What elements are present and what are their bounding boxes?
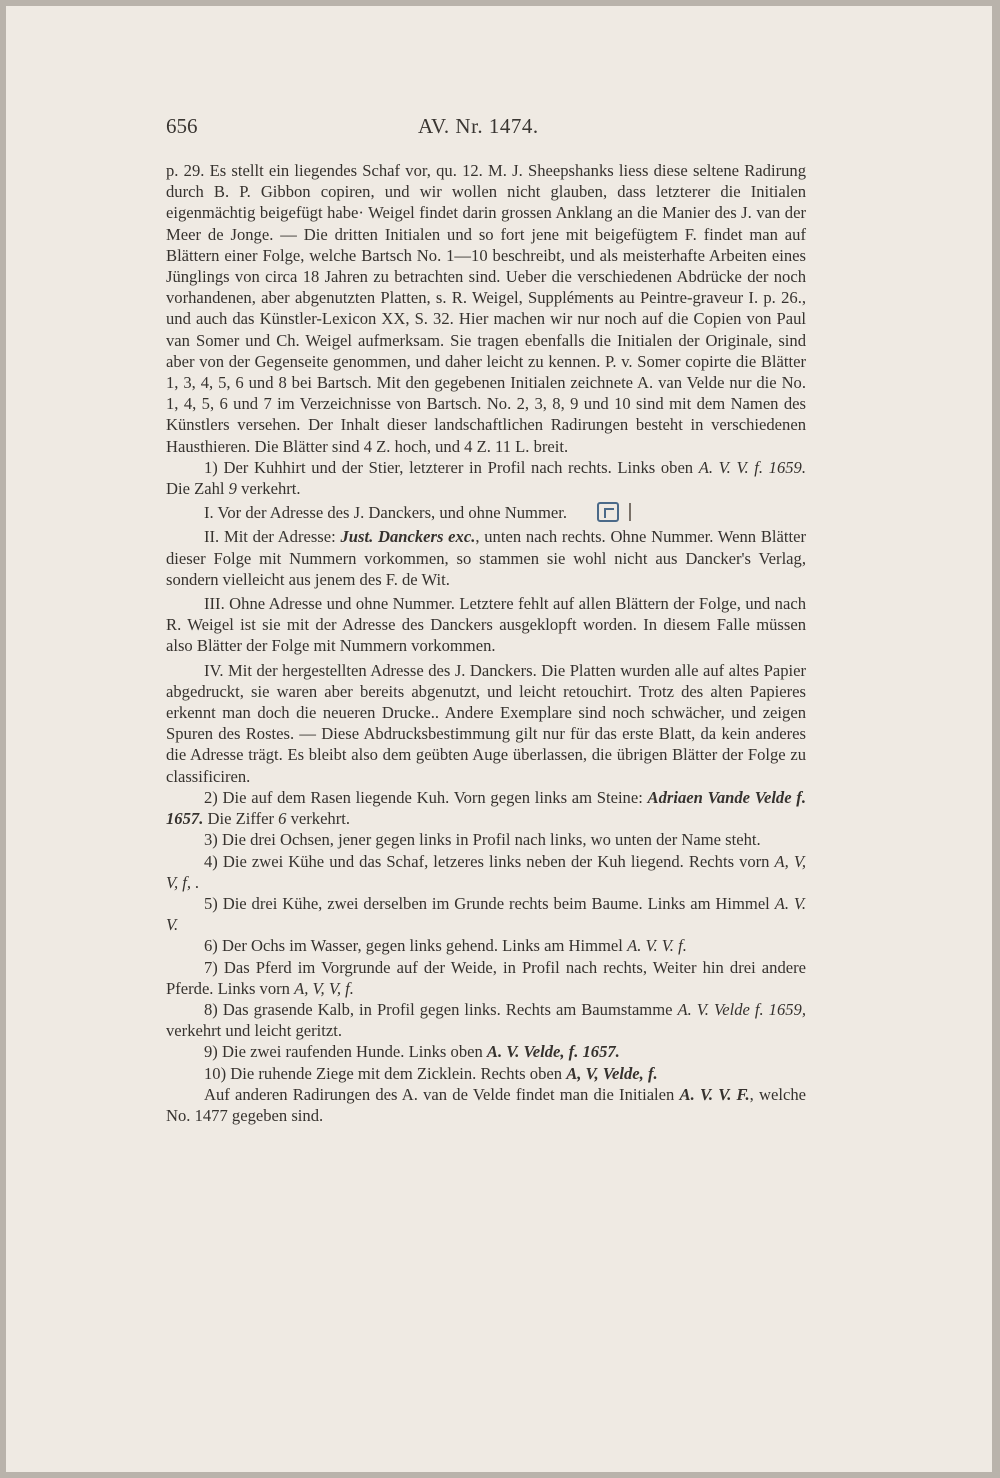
entry-10-signature: A, V, Velde, f. xyxy=(566,1063,658,1083)
page-number: 656 xyxy=(166,114,198,138)
entry-9-text: 9) Die zwei raufenden Hunde. Links oben xyxy=(204,1042,487,1062)
entry-2-text-c: verkehrt. xyxy=(286,809,351,829)
closing-note-text: Auf anderen Radirungen des A. van de Velde findet man die Initialen xyxy=(204,1084,680,1104)
state-1 xyxy=(166,502,806,523)
entry-8-signature: A. V. Velde f. 1659, xyxy=(677,999,806,1019)
state-2-address: Just. Danckers exc. xyxy=(340,527,476,547)
closing-note-initials: A. V. V. F. xyxy=(679,1084,750,1104)
state-1-text: I. Vor der Adresse des J. Danckers, und ohne Nummer. xyxy=(204,503,567,523)
entry-8 xyxy=(166,999,806,1041)
entry-1 xyxy=(166,457,806,499)
margin-bar xyxy=(629,503,631,521)
entry-5 xyxy=(166,893,806,935)
entry-8-text: 8) Das grasende Kalb, in Profil gegen links. Rechts am Baumstamme xyxy=(204,999,678,1019)
entry-1-text: 1) Der Kuhhirt und der Stier, letzterer in Profil nach rechts. Links oben xyxy=(204,457,699,477)
entry-2-text-b: Die Ziffer xyxy=(203,809,279,829)
entry-4-signature: A, V, V, f, . xyxy=(166,851,807,892)
entry-1-signature: A. V. V. f. 1659. xyxy=(698,457,806,477)
state-2-text: II. Mit der Adresse: xyxy=(204,527,341,547)
entry-3: 3) Die drei Ochsen, jener gegen links in Profil nach links, wo unten der Name steht. xyxy=(204,830,761,850)
entry-2-signature: Adriaen Vande Velde f. 1657. xyxy=(166,787,806,829)
entry-5-text: 5) Die drei Kühe, zwei derselben im Grunde rechts beim Baume. Links am Himmel xyxy=(204,893,775,913)
entry-1-text-b: Die Zahl xyxy=(166,479,229,499)
entry-4 xyxy=(166,851,806,893)
entry-6-text: 6) Der Ochs im Wasser, gegen links gehend. Links am Himmel xyxy=(204,936,628,956)
state-3: III. Ohne Adresse und ohne Nummer. Letztere fehlt auf allen Blättern der Folge, und nach R. Weigel ist sie mit der Adresse des Danckers ausgeklopft worden. In diesem Falle müssen also Blätter der Folge mit Nummern vorkommen. xyxy=(166,594,806,656)
entry-8-text-b: verkehrt und leicht geritzt. xyxy=(166,1021,343,1041)
entry-10 xyxy=(166,1063,806,1084)
entry-7 xyxy=(166,957,806,999)
entry-7-signature: A, V, V, f. xyxy=(294,978,354,998)
state-2-text-b: , unten nach rechts. Ohne Nummer. Wenn Blätter dieser Folge mit Nummern vorkommen, so stammen sie wohl nicht aus Dancker's Verlag, sondern vielleicht aus jenem des F. de Wit. xyxy=(166,527,806,589)
entry-2-text: 2) Die auf dem Rasen liegende Kuh. Vorn gegen links am Steine: xyxy=(204,787,648,807)
entry-2-digit: 6 xyxy=(278,809,287,829)
entry-1-digit: 9 xyxy=(228,479,237,499)
closing-note xyxy=(166,1084,806,1126)
entry-2 xyxy=(166,787,806,829)
paragraph-intro: p. 29. Es stellt ein liegendes Schaf vor, qu. 12. M. J. Sheepshanks liess diese seltene Radirung durch B. P. Gibbon copiren, und wir wollen nicht glauben, dass letzterer die Initialen eigenmächtig beigefügt habe· Weigel findet darin grossen Anklang an die Manier des J. van der Meer de Jonge. — Die dritten Initialen und so fort jene mit beigefügtem F. findet man auf Blättern einer Folge, welche Bartsch No. 1—10 beschreibt, und als meisterhafte Arbeiten eines Jünglings von circa 18 Jahren zu betrachten sind. Ueber die verschiedenen Abdrücke der noch vorhandenen, aber abgenutzten Platten, s. R. Weigel, Suppléments au Peintre-graveur I. p. 26., und auch das Künstler-Lexicon XX, S. 32. Hier machen wir nur noch auf die Copien von Paul van Somer und Ch. Weigel aufmerksam. Sie tragen ebenfalls die Initialen der Originale, sind aber von der Gegenseite genommen, und daher leicht zu kennen. P. v. Somer copirte die Blätter 1, 3, 4, 5, 6 und 8 bei Bartsch. Mit den gegebenen Initialen zeichnete A. van Velde nur die No. 1, 4, 5, 6 und 7 im Verzeichnisse von Bartsch. No. 2, 3, 8, 9 und 10 sind mit dem Namen des Künstlers versehen. Der Inhalt dieser landschaftlichen Radirungen besteht in verschiedenen Hausthieren. Die Blätter sind 4 Z. hoch, und 4 Z. 11 L. breit. xyxy=(166,161,806,456)
entry-1-text-c: verkehrt. xyxy=(236,479,301,499)
state-2 xyxy=(166,526,806,590)
entry-9 xyxy=(166,1041,806,1062)
book-page xyxy=(6,6,992,1472)
state-4: IV. Mit der hergestellten Adresse des J. Danckers. Die Platten wurden alle auf altes Papier abgedruckt, sie waren aber bereits abgenutzt, und leicht retouchirt. Trotz des alten Papieres erkennt man doch die neueren Drucke.. Andere Exemplare sind noch schwächer, und zeigen Spuren des Rostes. — Diese Abdrucksbestimmung gilt nur für das erste Blatt, da kein anderes die Adresse trägt. Es bleibt also dem geübten Auge überlassen, die übrigen Blätter der Folge zu classificiren. xyxy=(166,660,806,786)
body-text xyxy=(166,160,806,1126)
entry-6 xyxy=(166,935,806,956)
entry-6-signature: A. V. V. f. xyxy=(627,936,687,956)
entry-10-text: 10) Die ruhende Ziege mit dem Zicklein. Rechts oben xyxy=(204,1063,567,1083)
entry-4-text: 4) Die zwei Kühe und das Schaf, letzeres links neben der Kuh liegend. Rechts vorn xyxy=(204,851,775,871)
entry-7-text: 7) Das Pferd im Vorgrunde auf der Weide, in Profil nach rechts, Weiter hin drei andere Pferde. Links vorn xyxy=(166,957,806,998)
closing-note-text-b: , welche No. 1477 gegeben sind. xyxy=(166,1084,806,1125)
entry-5-signature: A. V. V. xyxy=(166,893,807,935)
entry-9-signature: A. V. Velde, f. 1657. xyxy=(486,1042,620,1062)
running-head: AV. Nr. 1474. xyxy=(418,114,539,138)
page-header xyxy=(166,114,806,144)
bookmark-icon[interactable] xyxy=(597,502,619,522)
